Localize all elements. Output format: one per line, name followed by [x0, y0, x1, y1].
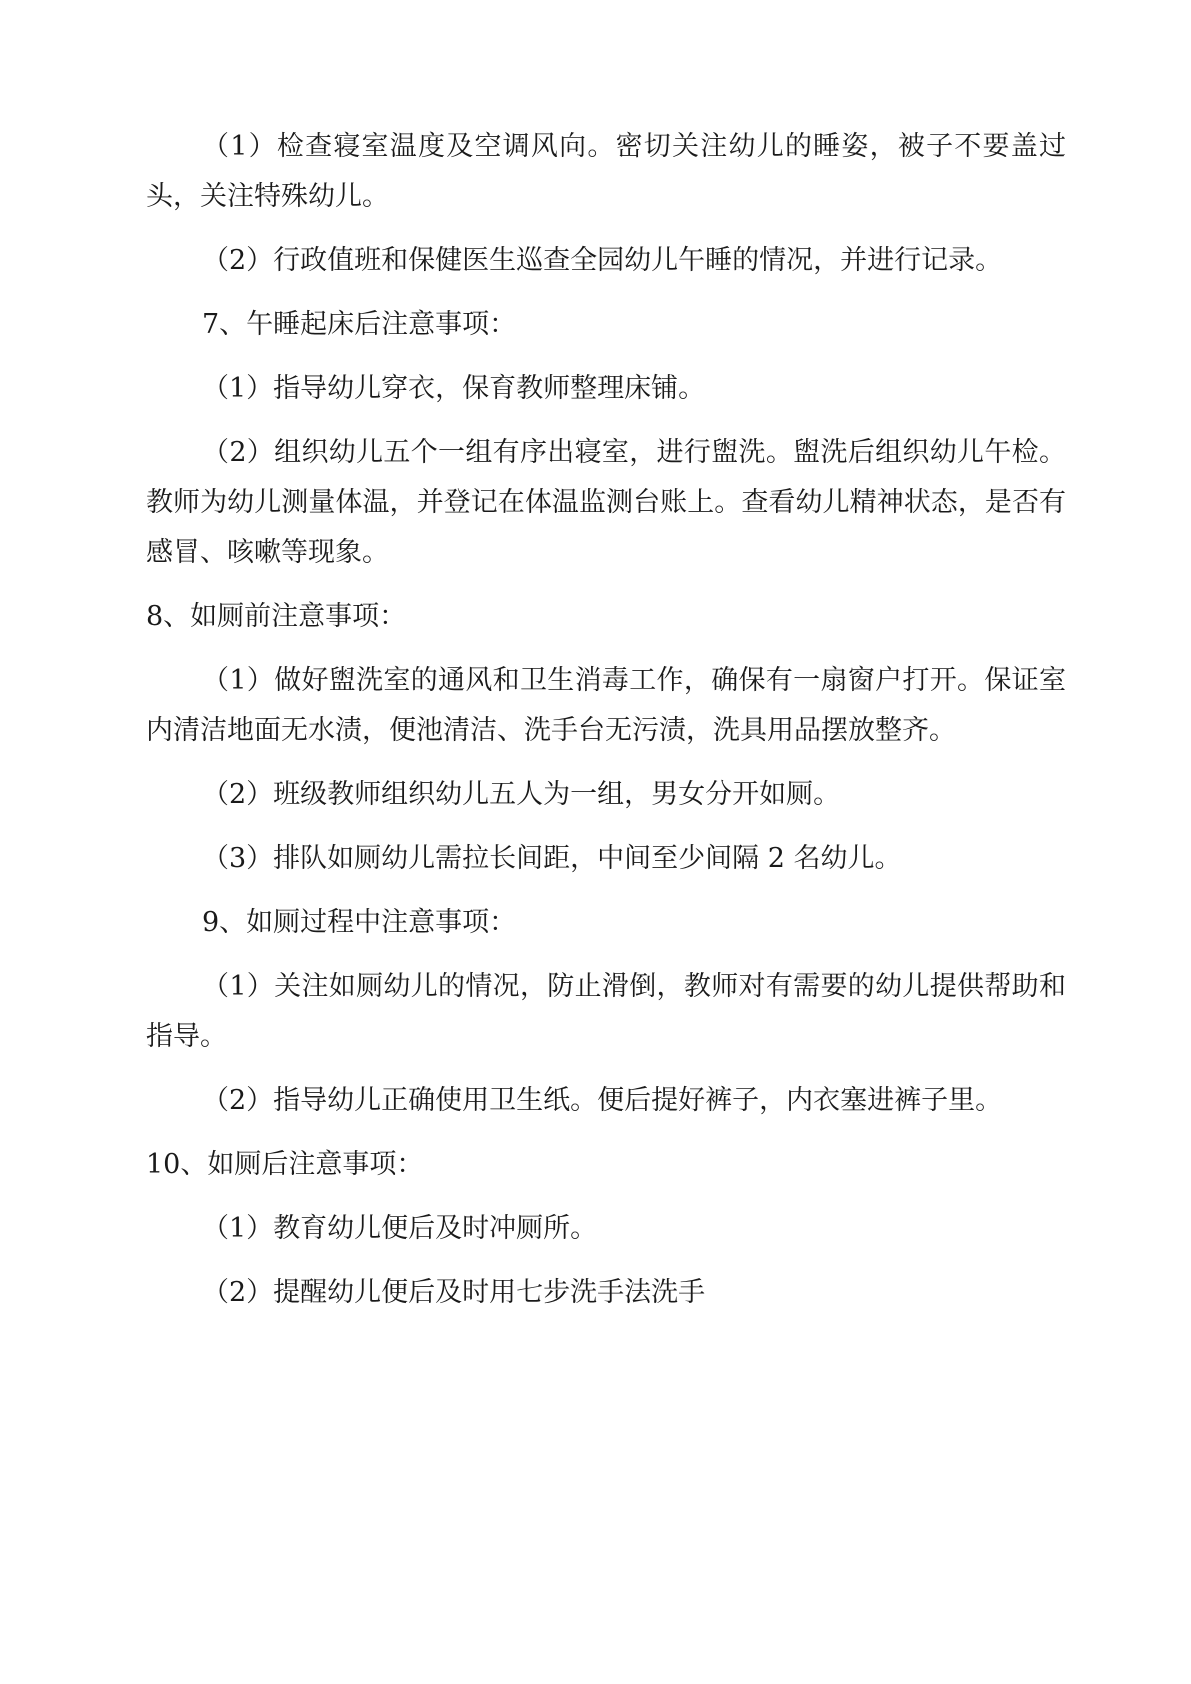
paragraph-nap-inspection: （2）行政值班和保健医生巡查全园幼儿午睡的情况，并进行记录。: [202, 245, 1003, 276]
paragraph-toilet-paper: （2）指导幼儿正确使用卫生纸。便后提好裤子，内衣塞进裤子里。: [202, 1085, 1003, 1116]
paragraph-sleep-check: （1）检查寝室温度及空调风向。密切关注幼儿的睡姿，被子不要盖过头，关注特殊幼儿。: [146, 131, 1066, 212]
paragraph-washing-check: （2）组织幼儿五个一组有序出寝室，进行盥洗。盥洗后组织幼儿午检。教师为幼儿测量体温，并登记在体温监测台账上。查看幼儿精神状态，是否有感冒、咳嗽等现象。: [146, 437, 1066, 568]
paragraph-hand-washing: （2）提醒幼儿便后及时用七步洗手法洗手: [202, 1277, 706, 1308]
paragraph-groups: （2）班级教师组织幼儿五人为一组，男女分开如厕。: [202, 779, 841, 810]
section-heading-after-nap: 7、午睡起床后注意事项：: [202, 309, 517, 340]
paragraph-ventilation: （1）做好盥洗室的通风和卫生消毒工作，确保有一扇窗户打开。保证室内清洁地面无水渍，便池清洁、洗手台无污渍，洗具用品摆放整齐。: [146, 665, 1066, 746]
paragraph-flush: （1）教育幼儿便后及时冲厕所。: [202, 1213, 598, 1244]
paragraph-dressing: （1）指导幼儿穿衣，保育教师整理床铺。: [202, 373, 706, 404]
paragraph-queue-spacing: （3）排队如厕幼儿需拉长间距，中间至少间隔 2 名幼儿。: [202, 843, 902, 874]
paragraph-prevent-slipping: （1）关注如厕幼儿的情况，防止滑倒，教师对有需要的幼儿提供帮助和指导。: [146, 971, 1066, 1052]
section-heading-before-toilet: 8、如厕前注意事项：: [146, 601, 407, 632]
document-body: [146, 122, 1066, 1318]
section-heading-after-toilet: 10、如厕后注意事项：: [146, 1149, 424, 1180]
section-heading-during-toilet: 9、如厕过程中注意事项：: [202, 907, 517, 938]
